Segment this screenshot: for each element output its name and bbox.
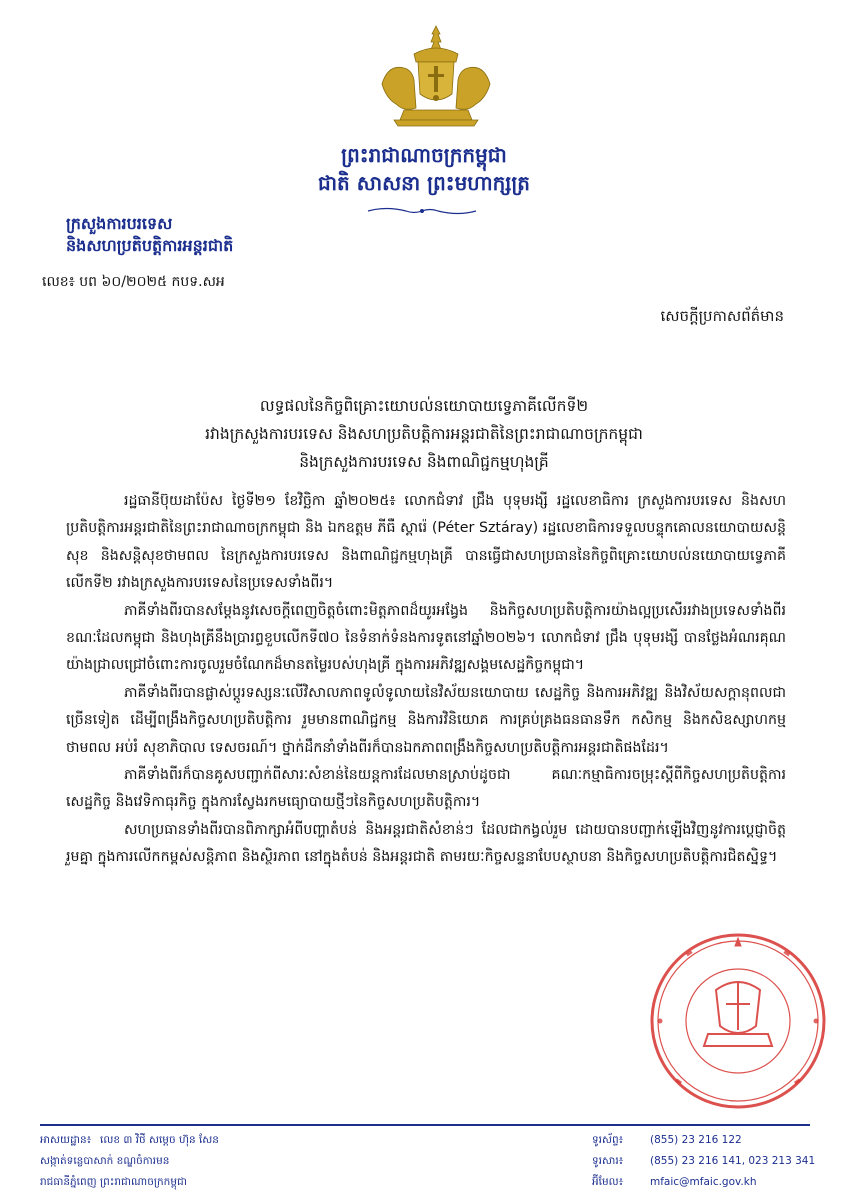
paragraph-2: ភាគីទាំងពីរបានសម្តែងនូវសេចក្តីពេញចិត្តចំពោះមិត្តភាពដ៏យូរអង្វែង និងកិច្ចសហប្រតិបត្តិការយ៉ាងល្អប្រសើររវាងប្រទេសទាំងពីរ ខណៈដែលកម្ពុជា និងហុងគ្រីនឹងប្រារព្ធខួបលើកទី៧០ នៃទំនាក់ទំនងការទូតនៅឆ្នាំ២០២៦។ លោកជំទាវ ជ្រឹង បុទុមរង្សី បានថ្លែងអំណរគុណយ៉ាងជ្រាលជ្រៅចំពោះការចូលរួមចំណែកដ៏មានតម្លៃរបស់ហុងគ្រី ក្នុងការអភិវឌ្ឍសង្គមសេដ្ឋកិច្ចកម្ពុជា។ xyxy=(66,602,786,674)
official-seal-stamp xyxy=(646,930,830,1112)
ministry-name-line1: ក្រសួងការបរទេស xyxy=(66,214,173,233)
email-label: អ៊ីមែល៖ xyxy=(592,1176,624,1188)
title-line-2: រវាងក្រសួងការបរទេស និងសហប្រតិបត្តិការអន្តរជាតិនៃព្រះរាជាណាចក្រកម្ពុជា xyxy=(205,425,643,443)
address-line-3: រាជធានីភ្នំពេញ ព្រះរាជាណាចក្រកម្ពុជា xyxy=(40,1176,187,1188)
document-type: សេចក្តីប្រកាសព័ត៌មាន xyxy=(660,307,784,325)
address-line-1: លេខ ៣ វិថី សម្តេច ហ៊ុន សែន xyxy=(100,1134,219,1146)
title-line-3: និងក្រសួងការបរទេស និងពាណិជ្ជកម្មហុងគ្រី xyxy=(299,453,549,471)
email-address[interactable]: mfaic@mfaic.gov.kh xyxy=(650,1176,757,1188)
press-release-body xyxy=(66,488,786,872)
fax-label: ទូរសារ៖ xyxy=(592,1155,624,1167)
paragraph-3: ភាគីទាំងពីរបានផ្លាស់ប្តូរទស្សនៈលើវិសាលភាពទូលំទូលាយនៃវិស័យនយោបាយ សេដ្ឋកិច្ច និងការអភិវឌ្ឍ និងវិស័យសក្តានុពលជាច្រើនទៀត ដើម្បីពង្រឹងកិច្ចសហប្រតិបត្តិការ រួមមានពាណិជ្ជកម្ម និងការវិនិយោគ ការគ្រប់គ្រងធនធានទឹក កសិកម្ម និងកសិឧស្សាហកម្ម ថាមពល អប់រំ សុខាភិបាល ទេសចរណ៍។ ថ្នាក់ដឹកនាំទាំងពីរក៏បានឯកភាពពង្រឹងកិច្ចសហប្រតិបត្តិការអន្តរជាតិផងដែរ។ xyxy=(66,684,786,756)
title-line-1: លទ្ធផលនៃកិច្ចពិគ្រោះយោបល់នយោបាយទ្វេភាគីលើកទី២ xyxy=(259,397,589,415)
paragraph-5: សហប្រធានទាំងពីរបានពិភាក្សាអំពីបញ្ហាតំបន់ និងអន្តរជាតិសំខាន់ៗ ដែលជាកង្វល់រួម ដោយបានបញ្ជាក់ឡើងវិញនូវការប្តេជ្ញាចិត្តរួមគ្នា ក្នុងការលើកកម្ពស់សន្តិភាព និងស្ថិរភាព នៅក្នុងតំបន់ និងអន្តរជាតិ តាមរយៈកិច្ចសន្ទនាបែបស្ថាបនា និងកិច្ចសហប្រតិបត្តិការជិតស្និទ្ធ។ xyxy=(66,821,786,866)
kingdom-name: ព្រះរាជាណាចក្រកម្ពុជា xyxy=(341,143,507,167)
reference-number: លេខ៖ បព ៦០/២០២៥ កបទ.សអ xyxy=(42,274,225,290)
ornament-divider xyxy=(366,206,478,216)
footer-contacts xyxy=(592,1130,815,1193)
footer-address xyxy=(40,1130,219,1193)
phone-number: (855) 23 216 122 xyxy=(650,1134,742,1146)
paragraph-4: ភាគីទាំងពីរក៏បានគូសបញ្ជាក់ពីសារៈសំខាន់នៃយន្តការដែលមានស្រាប់ដូចជា គណៈកម្មាធិការចម្រុះស្តីពីកិច្ចសហប្រតិបត្តិការសេដ្ឋកិច្ច និងវេទិកាធុរកិច្ច ក្នុងការស្វែងរកមធ្យោបាយថ្មីៗនៃកិច្ចសហប្រតិបត្តិការ។ xyxy=(66,767,786,811)
national-motto: ជាតិ សាសនា ព្រះមហាក្សត្រ xyxy=(318,171,530,195)
address-line-2: សង្កាត់ទន្លេបាសាក់ ខណ្ឌចំការមន xyxy=(40,1155,170,1167)
phone-label: ទូរស័ព្ទ៖ xyxy=(592,1134,624,1146)
footer-divider xyxy=(40,1124,810,1126)
royal-coat-of-arms xyxy=(374,24,498,130)
address-label: អាសយដ្ឋាន៖ xyxy=(40,1134,92,1146)
ministry-name-line2: និងសហប្រតិបត្តិការអន្តរជាតិ xyxy=(66,236,234,255)
fax-number: (855) 23 216 141, 023 213 341 xyxy=(650,1155,816,1167)
paragraph-1: រដ្ឋធានីប៊ុយដាប៉ែស ថ្ងៃទី២១ ខែវិច្ឆិកា ឆ្នាំ២០២៥៖ លោកជំទាវ ជ្រឹង បុទុមរង្សី រដ្ឋលេខាធិការ ក្រសួងការបរទេស និងសហប្រតិបត្តិការអន្តរជាតិនៃព្រះរាជាណាចក្រកម្ពុជា និង ឯកឧត្តម ភីធឺ ស្តារ៉េ (Péter Sztáray) រដ្ឋលេខាធិការទទួលបន្ទុកគោលនយោបាយសន្តិសុខ និងសន្តិសុខថាមពល នៃក្រសួងការបរទេស និងពាណិជ្ជកម្មហុងគ្រី បានធ្វើជាសហប្រធាននៃកិច្ចពិគ្រោះយោបល់នយោបាយទ្វេភាគី លើកទី២ រវាងក្រសួងការបរទេសនៃប្រទេសទាំងពីរ។ xyxy=(66,493,786,592)
